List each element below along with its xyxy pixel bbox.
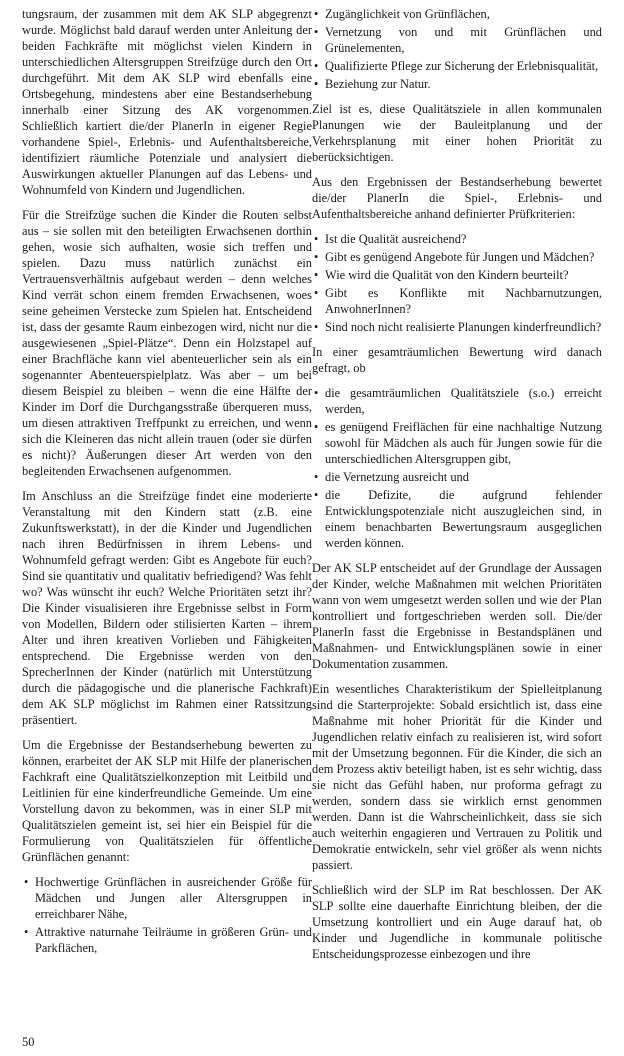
- bullet-icon: •: [314, 59, 319, 73]
- bullet-icon: •: [314, 25, 319, 39]
- list-item-text: Gibt es Konflikte mit Nachbarnutzungen, AnwohnerInnen?: [325, 286, 602, 316]
- paragraph: Ein wesentliches Charakteristikum der Spielleitplanung sind die Starterprojekte: Sobald ersichtlich ist, dass eine Maßnahme mit hoher Priorität für die Kinder und Jugendlichen relativ einfach zu realisieren ist, wird sofort mit der Umsetzung begonnen. Für die Kinder, die sich an dem Prozess aktiv beteiligt haben, ist es sehr wichtig, dass sie nicht das Gefühl haben, nur proforma gefragt zu werden, sondern dass sie wirklich ernst genommen werden. Dann ist die Wahrscheinlichkeit, dass sie sich auch weiterhin engagieren und Vertrauen zu Politik und Demokratie entwickeln, sehr viel größer als wenn nichts passiert.: [312, 682, 602, 872]
- list-item: [312, 231, 602, 247]
- list-item-text: Wie wird die Qualität von den Kindern beurteilt?: [325, 268, 569, 282]
- list-item: [312, 267, 602, 283]
- bullet-icon: •: [314, 386, 319, 400]
- paragraph: In einer gesamträumlichen Bewertung wird danach gefragt, ob: [312, 345, 602, 375]
- list-item-text: die Defizite, die aufgrund fehlender Entwicklungspotenziale nicht auszugleichen sind, in einem benachbarten Bewertungsraum ausgeglichen werden können.: [325, 488, 602, 550]
- bullet-icon: •: [314, 232, 319, 246]
- list-item-text: Beziehung zur Natur.: [325, 77, 431, 91]
- list-item-text: Hochwertige Grünflächen in ausreichender Größe für Mädchen und Jungen aller Altersgruppen in erreichbarer Nähe,: [35, 875, 312, 921]
- list-item: [312, 24, 602, 56]
- list-item-text: Sind noch nicht realisierte Planungen kinderfreundlich?: [325, 320, 602, 334]
- list-item-text: Gibt es genügend Angebote für Jungen und Mädchen?: [325, 250, 595, 264]
- bullet-icon: •: [314, 7, 319, 21]
- list-item: [312, 249, 602, 265]
- paragraph: Schließlich wird der SLP im Rat beschlossen. Der AK SLP sollte eine dauerhafte Einrichtung bleiben, der die Umsetzung kontrolliert und ein Auge darauf hat, ob Kinder und Jugendliche in kommunale politische Entscheidungsprozesse einbezogen und ihre: [312, 883, 602, 961]
- list-item: [22, 924, 312, 956]
- right-column: [312, 6, 602, 971]
- list-item-text: die gesamträumlichen Qualitätsziele (s.o.) erreicht werden,: [325, 386, 602, 416]
- bullet-icon: •: [314, 77, 319, 91]
- list-item: [312, 419, 602, 467]
- paragraph: tungsraum, der zusammen mit dem AK SLP abgegrenzt wurde. Möglichst bald darauf werden unter Anleitung der beiden Fachkräfte mit möglichst vielen Kindern in unterschiedlichen Altersgruppen Streifzüge durch den Ort durchgeführt. Mit dem AK SLP wird ebenfalls eine Ortsbegehung, mindestens aber eine Bestandserhebung innerhalb einer Sitzung des AK vorgenommen. Schließlich kartiert die/der PlanerIn in eigener Regie vorhandene Spiel-, Erlebnis- und Aufenthaltsbereiche, identifiziert räumliche Potenziale und analysiert die Auswirkungen aktueller Planungen auf das Lebens- und Wohnumfeld von Kindern und Jugendlichen.: [22, 7, 312, 197]
- bullet-list: [312, 6, 602, 92]
- list-item-text: die Vernetzung ausreicht und: [325, 470, 469, 484]
- list-item-text: Ist die Qualität ausreichend?: [325, 232, 467, 246]
- list-item-text: Qualifizierte Pflege zur Sicherung der Erlebnisqualität,: [325, 59, 599, 73]
- list-item: [22, 874, 312, 922]
- bullet-icon: •: [314, 250, 319, 264]
- list-item: [312, 285, 602, 317]
- list-item-text: Attraktive naturnahe Teilräume in größeren Grün- und Parkflächen,: [35, 925, 312, 955]
- list-item: [312, 319, 602, 335]
- list-item: [312, 469, 602, 485]
- bullet-icon: •: [314, 420, 319, 434]
- paragraph: Der AK SLP entscheidet auf der Grundlage der Aussagen der Kinder, welche Maßnahmen mit welchen Prioritäten wann von wem umgesetzt werden sollen und wie der Plan kontrolliert und fortgeschrieben werden soll. Die/der PlanerIn fasst die Ergebnisse in Bestandsplänen und Maßnahmen- und Entwicklungsplänen sowie in einer Dokumentation zusammen.: [312, 561, 602, 671]
- paragraph: Für die Streifzüge suchen die Kinder die Routen selbst aus – sie sollen mit den beteiligten Erwachsenen dorthin gehen, wosie sich aufhalten, wosie sich treffen und spielen. Dazu muss natürlich zunächst ein Vertrauensverhältnis aufgebaut werden – denn welches Kind verrät schon einem fremden Erwachsenen, woes seine geheimen Verstecke zum Spielen hat. Entscheidend ist, dass der gesamte Raum einbezogen wird, nicht nur die ausgewiesenen „Spiel-Plätze“. Denn ein Holzstapel auf einer Brachfläche kann viel abenteuerlicher sein als ein sogenannter Abenteuerspielplatz. Was aber – um bei diesem Beispiel zu bleiben – wenn die eine Hälfte der Kinder im Dorf die Durchgangsstraße überqueren muss, um diesen attraktiven Treffpunkt zu erreichen, und wenn sich die Kleineren das nicht allein trauen (oder sie dürfen es nicht)? Äußerungen dieser Art werden von den begleitenden Erwachsenen aufgenommen.: [22, 208, 312, 478]
- paragraph: Ziel ist es, diese Qualitätsziele in allen kommunalen Planungen wie der Bauleitplanung und der Verkehrsplanung mit einer hohen Priorität zu berücksichtigen.: [312, 102, 602, 164]
- bullet-icon: •: [314, 488, 319, 502]
- bullet-icon: •: [24, 925, 29, 939]
- list-item: [312, 6, 602, 22]
- left-column: [22, 6, 312, 965]
- bullet-icon: •: [314, 470, 319, 484]
- paragraph: Um die Ergebnisse der Bestandserhebung bewerten zu können, erarbeitet der AK SLP mit Hilfe der planerischen Fachkraft eine Qualitätszielkonzeption mit Leitbild und Leitlinien für eine kinderfreundliche Gemeinde. Um eine Vorstellung davon zu bekommen, was in einer SLP mit Qualitätszielen gemeint ist, sei hier ein Beispiel für die Formulierung von Qualitätszielen für öffentliche Grünflächen genannt:: [22, 738, 312, 864]
- list-item: [312, 58, 602, 74]
- list-item: [312, 385, 602, 417]
- bullet-list: [22, 874, 312, 956]
- bullet-icon: •: [314, 268, 319, 282]
- bullet-icon: •: [314, 320, 319, 334]
- bullet-icon: •: [24, 875, 29, 889]
- page-number: 50: [22, 1035, 35, 1049]
- bullet-list: [312, 385, 602, 551]
- list-item-text: Zugänglichkeit von Grünflächen,: [325, 7, 490, 21]
- list-item-text: es genügend Freiflächen für eine nachhaltige Nutzung sowohl für Mädchen als auch für Jungen sowie für die unterschiedlichen Altersgruppen gibt,: [325, 420, 602, 466]
- paragraph: Aus den Ergebnissen der Bestandserhebung bewertet die/der PlanerIn die Spiel-, Erlebnis- und Aufenthaltsbereiche anhand definierter Prüfkriterien:: [312, 175, 602, 221]
- bullet-icon: •: [314, 286, 319, 300]
- list-item: [312, 76, 602, 92]
- bullet-list: [312, 231, 602, 335]
- paragraph: Im Anschluss an die Streifzüge findet eine moderierte Veranstaltung mit den Kindern statt (z.B. eine Zukunftswerkstatt), in der die Kinder und Jugendlichen nach ihren Bedürfnissen in ihrem Lebens- und Wohnumfeld gefragt werden: Gibt es Angebote für euch? Sind sie quantitativ und qualitativ befriedigend? Was fehlt wo? Was wünscht ihr euch? Welche Prioritäten setzt ihr? Die Kinder visualisieren ihre Ergebnisse selbst in Form von Modellen, Bildern oder stilisierten Karten – ihrem Alter und ihren kreativen Vorlieben und Fähigkeiten entsprechend. Die Ergebnisse werden von den SprecherInnen der Kinder (natürlich mit Unterstützung durch die pädagogische und die planerische Fachkraft) dem AK SLP möglichst im Rahmen einer Ratssitzung präsentiert.: [22, 489, 312, 727]
- list-item-text: Vernetzung von und mit Grünflächen und Grünelementen,: [325, 25, 602, 55]
- list-item: [312, 487, 602, 551]
